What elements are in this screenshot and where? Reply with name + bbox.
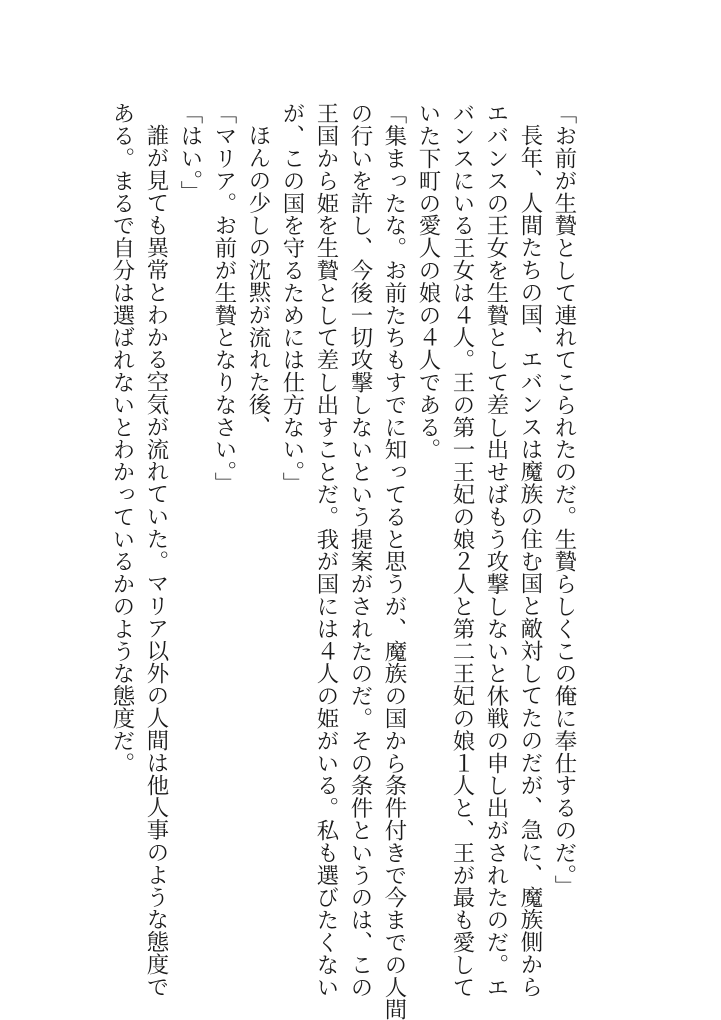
text-line-12: 「はい。」 [177,102,203,203]
text-line-13: 誰が見ても異常とわかる空気が流れていた。マリア以外の人間は他人事のような態度で [143,124,169,998]
text-line-8: 王国から姫を生贄として差し出すことだ。我が国には４人の姫がいる。私も選びたくない [313,102,339,998]
text-line-3: エバンスの王女を生贄として差し出せばもう攻撃しないと休戦の申し出がされたのだ。エ [483,102,509,998]
text-line-10: ほんの少しの沈黙が流れた後、 [245,124,271,438]
text-line-9: が、この国を守るためには仕方ない。」 [279,102,305,494]
vertical-text-body [109,102,581,1020]
text-line-5: いた下町の愛人の娘の４人である。 [415,102,441,461]
text-line-2: 長年、人間たちの国、エバンスは魔族の住む国と敵対してたのだが、急に、魔族側から [517,124,543,998]
text-line-4: バンスにいる王女は４人。王の第一王妃の娘２人と第二王妃の娘１人と、王が最も愛して [449,102,475,998]
text-line-1: 「お前が生贄として連れてこられたのだ。生贄らしくこの俺に奉仕するのだ。」 [551,102,577,898]
text-line-6: 「集まったな。お前たちもすでに知ってると思うが、魔族の国から条件付きで今までの人間 [381,102,407,1020]
text-line-7: の行いを許し、今後一切攻撃しないという提案がされたのだ。その条件というのは、この [347,102,373,998]
text-line-14: ある。まるで自分は選ばれないとわかっているかのような態度だ。 [109,102,135,774]
text-line-11: 「マリア。お前が生贄となりなさい。」 [211,102,237,494]
